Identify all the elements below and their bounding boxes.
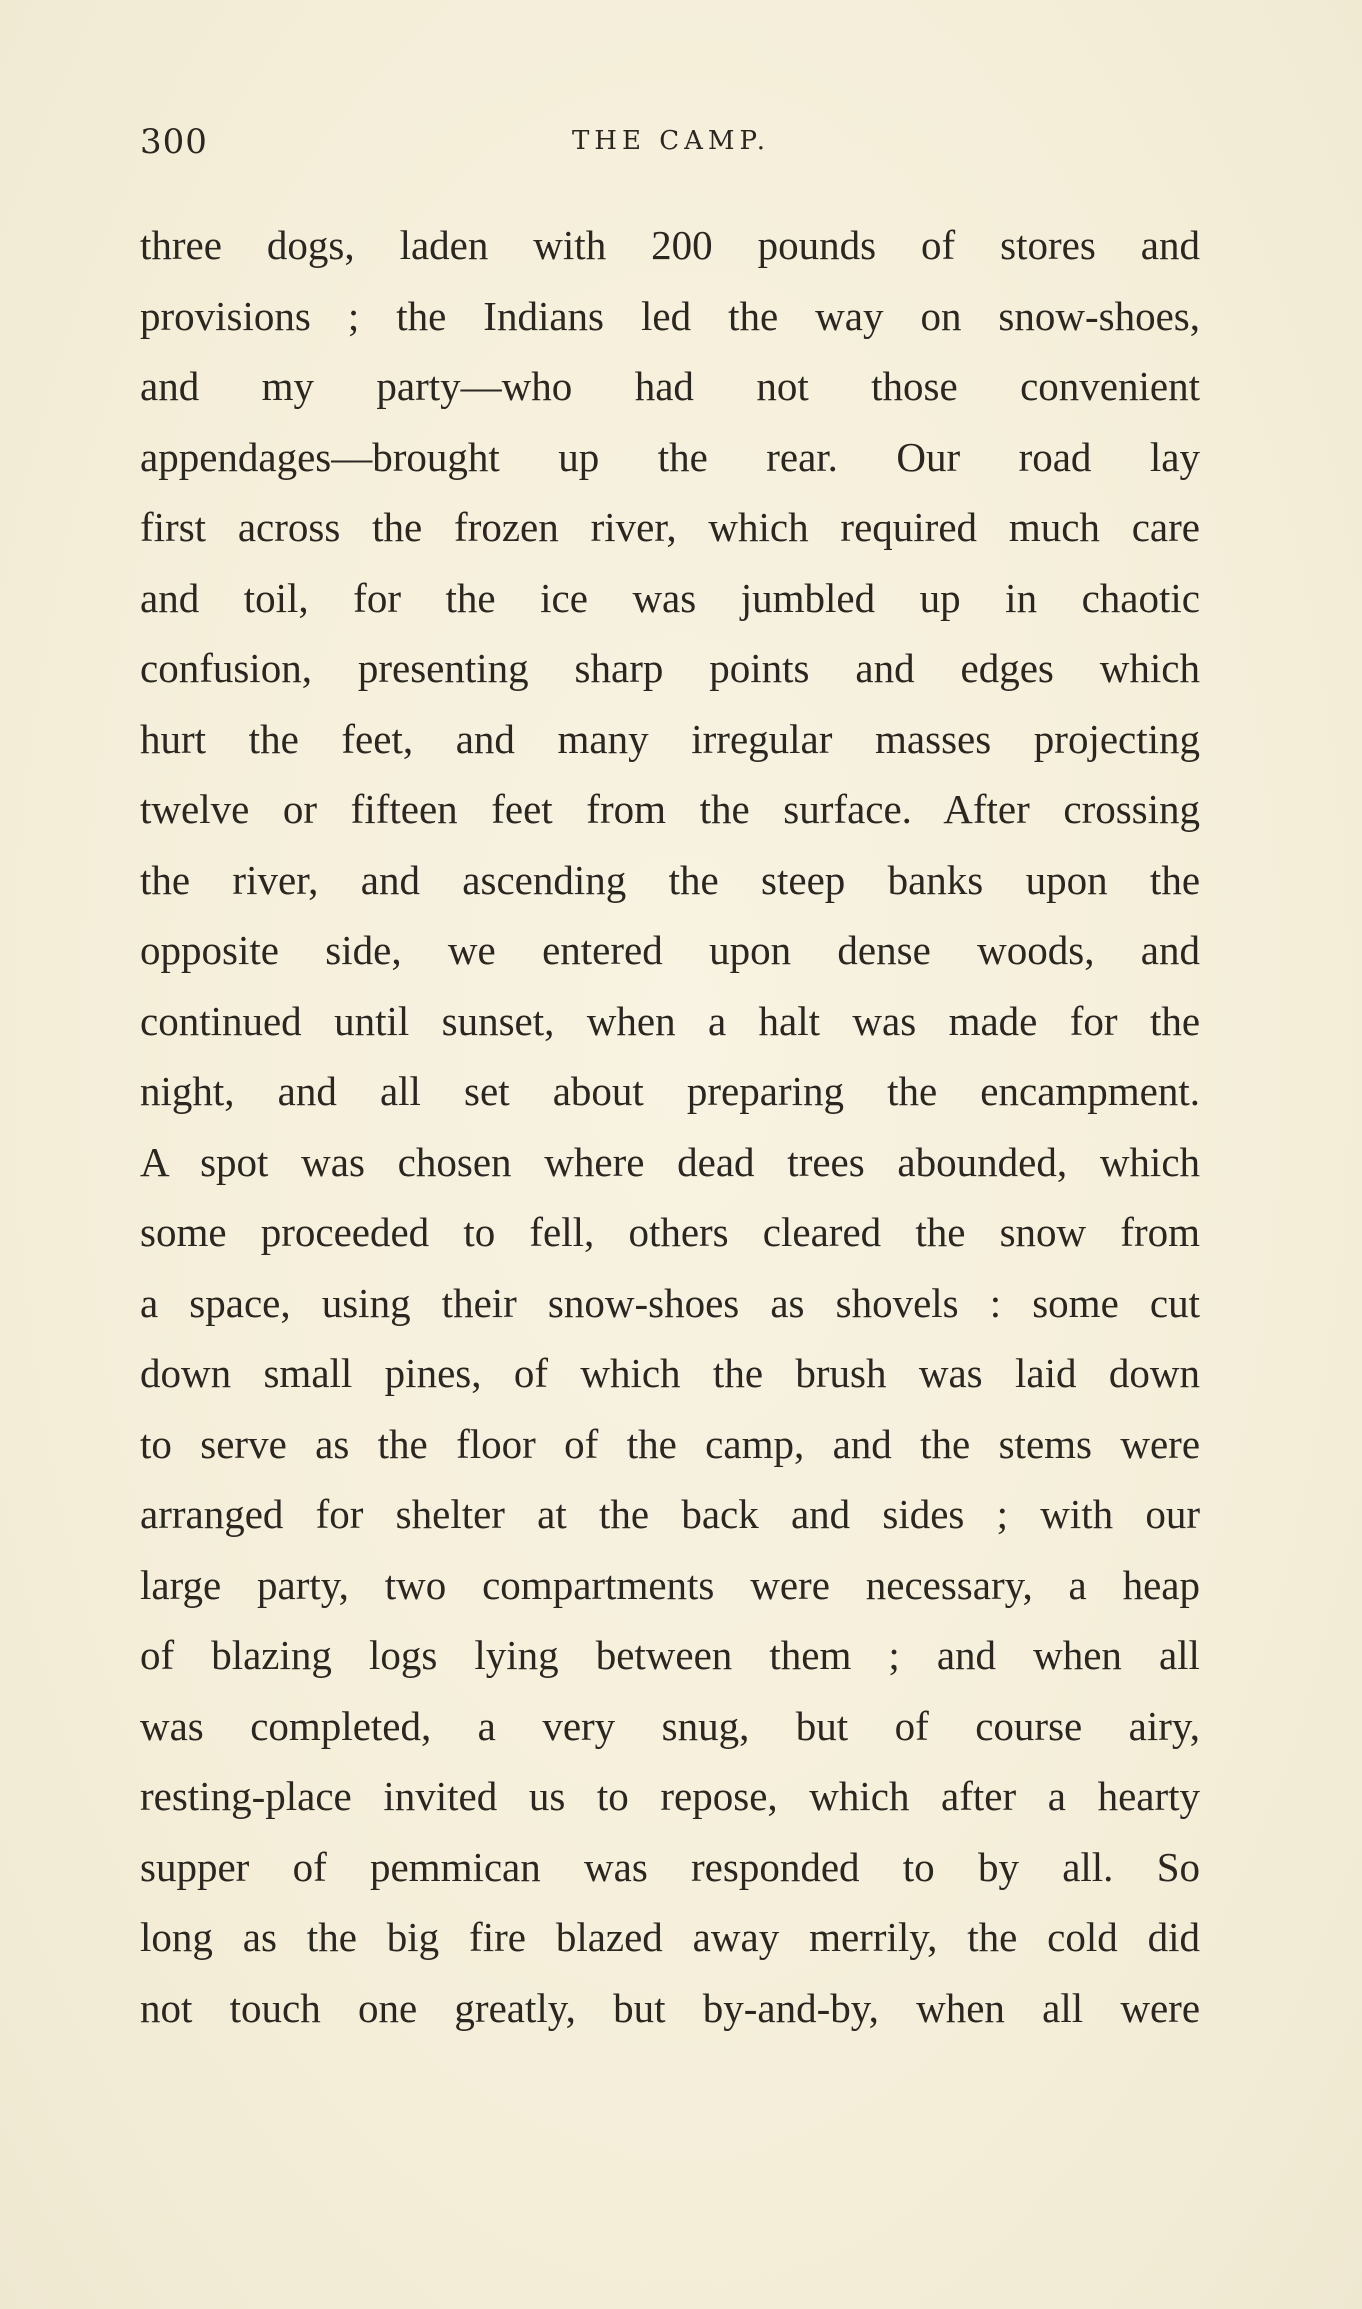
page-number: 300 [140,122,208,162]
text-line: some proceeded to fell, others cleared the snow from [140,1209,1201,1255]
text-line: first across the frozen river, which required much care [140,504,1200,550]
text-line: continued until sunset, when a halt was made for the [140,997,1201,1044]
text-line: confusion, presenting sharp points and edges which [140,645,1200,691]
text-line: of blazing logs lying between them ; and when all [140,1632,1200,1678]
text-line: and toil, for the ice was jumbled up in chaotic [140,574,1200,621]
text-line: resting-place invited us to repose, which after a hearty [140,1773,1201,1819]
text-line: a space, using their snow-shoes as shovels : some cut [140,1279,1200,1326]
text-line: twelve or fifteen feet from the surface. After crossing [140,786,1201,832]
running-title: THE CAMP. [571,126,771,156]
text-line: long as the big fire blazed away merrily, the cold did [140,1914,1201,1960]
text-line: A spot was chosen where dead trees abounded, which [140,1138,1201,1185]
text-line: not touch one greatly, but by-and-by, when all were [140,1984,1201,2031]
text-line: to serve as the floor of the camp, and the stems were [140,1420,1201,1467]
text-line: three dogs, laden with 200 pounds of stores and [140,222,1200,268]
text-line: provisions ; the Indians led the way on snow-shoes, [140,292,1201,339]
body-text [140,210,1200,2043]
text-line: arranged for shelter at the back and sides ; with our [140,1491,1200,1537]
text-line: large party, two compartments were necessary, a heap [140,1561,1201,1608]
text-line: and my party—who had not those convenient [140,363,1200,409]
text-line: down small pines, of which the brush was laid down [140,1350,1200,1396]
text-line: hurt the feet, and many irregular masses projecting [140,715,1201,762]
text-line: was completed, a very snug, but of course airy, [140,1702,1201,1749]
text-line: supper of pemmican was responded to by all. So [140,1843,1200,1890]
text-line: night, and all set about preparing the encampment. [140,1068,1201,1114]
text-line: the river, and ascending the steep banks upon the [140,856,1201,903]
running-head [140,122,1202,170]
text-line: appendages—brought up the rear. Our road lay [140,433,1200,480]
text-line: opposite side, we entered upon dense woods, and [140,927,1200,973]
